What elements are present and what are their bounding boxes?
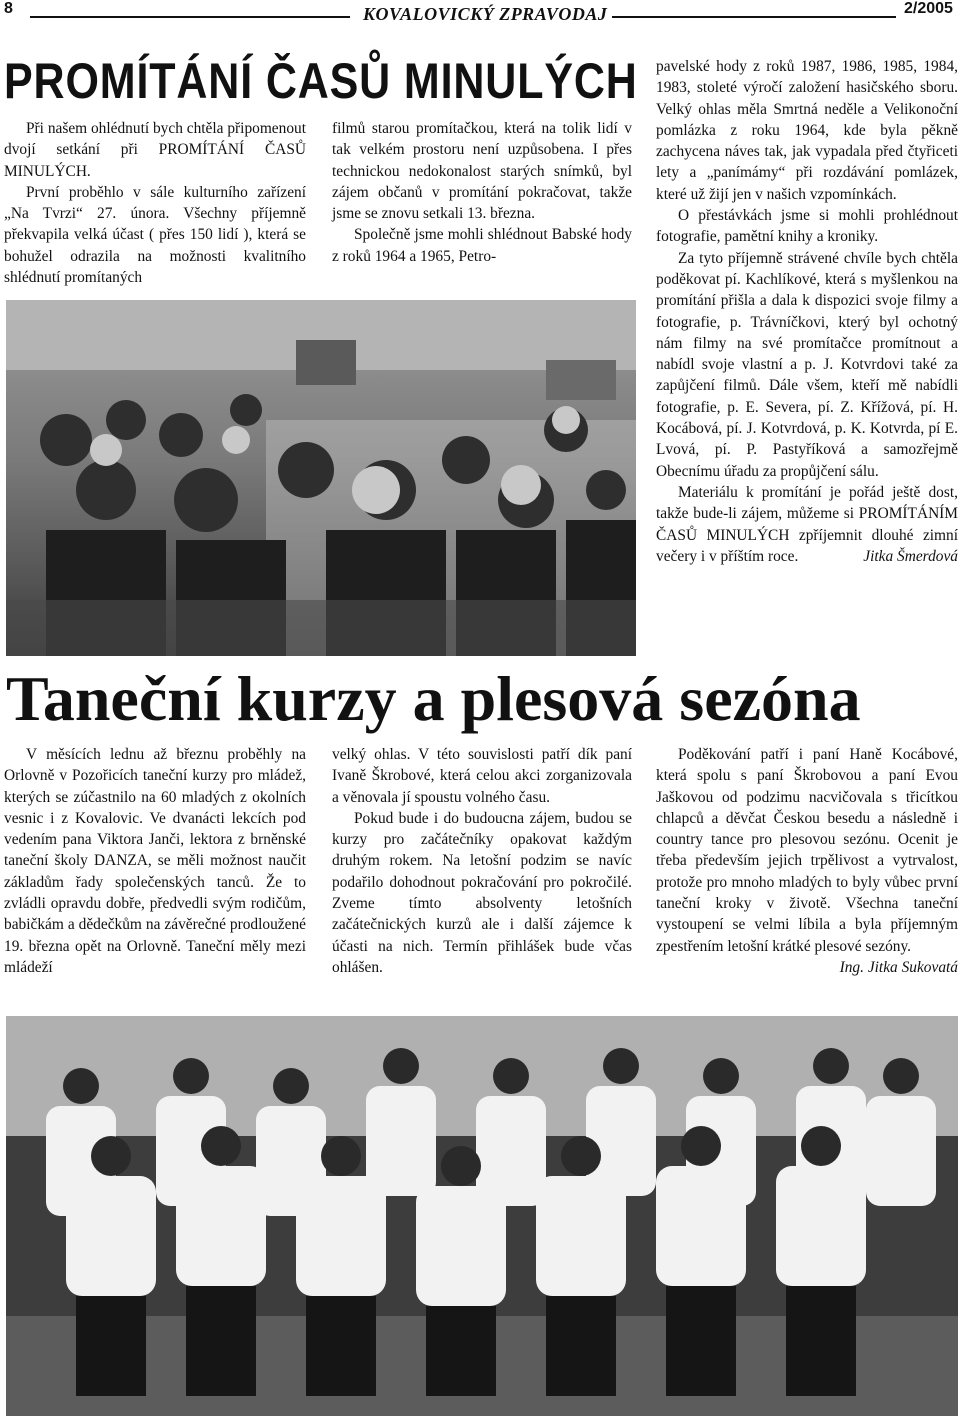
article2-column-2 — [332, 744, 632, 978]
paragraph — [656, 744, 958, 976]
article2-column-1 — [4, 744, 306, 978]
header-rule-right — [612, 16, 896, 18]
paragraph: V měsících lednu až březnu proběhly na Orlovně v Pozořicích taneční kurzy pro mládež, kterých se zúčastnilo na 60 mladých z okolních vesnic i z Kovalovic. Ve dvanácti lekcích pod vedením pana Viktora Janči, lektora z brněnské taneční školy DANZA, se měli možnost naučit základům řady společenských tanců. Že to zvládli opravdu dobře, předvedli svým rodičům, babičkám a dědečkům na závěrečné prodloužené 19. března opět na Orlovně. Taneční měly mezi mládeží — [4, 746, 306, 976]
paragraph — [656, 482, 958, 567]
paragraph: O přestávkách jsme si mohli prohlédnout fotografie, pamětní knihy a kroniky. — [656, 207, 958, 246]
article2-title: Taneční kurzy a plesová sezóna — [6, 663, 861, 734]
article2-column-3 — [656, 744, 958, 978]
article1-column-2 — [332, 118, 632, 267]
issue-number: 2/2005 — [904, 0, 953, 17]
header-rule-left — [30, 16, 350, 18]
paragraph: Za tyto příjemně strávené chvíle bych chtěla poděkovat pí. Kachlíkové, která s myšlenkou na promítání přišla a dala k dispozici svoje filmy a fotografie, p. Trávníčkovi, který byl ochotný nám filmy na své promítačce promítnout a nabídl svoje vlastní a p. J. Kotvrdovi také za zapůjčení filmů. Dále všem, kteří mě nabídli fotografie, p. E. Severa, pí. Z. Křížová, pí. H. Kocábová, pí. J. Kotvrdová, p. K. Kotvrda, pí E. Lvová, pí. P. Pastyříková a samozřejmě Obecnímu úřadu za propůjčení sálu. — [656, 249, 958, 480]
audience-photo-graphic — [6, 300, 636, 656]
page-number: 8 — [4, 0, 13, 17]
paragraph: První proběhlo v sále kulturního zařízení „Na Tvrzi“ 27. února. Všechny příjemně překvapila velká účast ( přes 150 lidí ), která se bohužel odrazila na možnosti kvalitního shlédnutí promítaných — [4, 183, 306, 287]
author-signature: Ing. Jitka Sukovatá — [839, 958, 958, 976]
paragraph-text: Materiálu k promítání je pořád ještě dost, takže bude-li zájem, můžeme si PROMÍTÁNÍM ČASŮ MINULÝCH zpříjemnit dlouhé zimní večery i v příštím roce. — [656, 483, 958, 565]
paragraph: pavelské hody z roků 1987, 1986, 1985, 1984, 1983, stoleté výročí založení hasičského sboru. Velký ohlas měla Smrtná neděle a Velikonoční pomlázka z roku 1964, kde byla pěkně zachycena náves tak, jak vypadala před čtyřiceti lety a „panímámy“ při rozdávání pomlázek, které už žijí jen v našich vzpomínkách. — [656, 58, 958, 203]
dance-group-photo-graphic — [6, 1016, 958, 1416]
paragraph: velký ohlas. V této souvislosti patří dík paní Ivaně Škrobové, která celou akci zorganizovala a věnovala jí spoustu volného času. — [332, 746, 632, 806]
author-signature: Jitka Šmerdová — [863, 547, 958, 565]
paragraph: filmů starou promítačkou, která na tolik lidí v tak velkém prostoru není uzpůsobena. I přes technickou nedokonalost starých snímků, byl zájem občanů v promítání pokračovat, takže jsme se znovu setkali 13. března. — [332, 120, 632, 223]
article1-column-3 — [656, 56, 958, 567]
paragraph-text: Poděkování patří i paní Haně Kocábové, která spolu s paní Škrobovou a paní Evou Jaškovou od podzimu nacvičovala s třicítkou chlapců a děvčat Českou besedu a následně i country tance pro plesovou sezónu. Ocenit je třeba především jejich trpělivost a vytrvalost, protože pro mnoho mladých to byly vůbec první taneční kroky v životě. Všechna taneční vystoupení se velmi líbila a byla příjemným zpestřením letošní krátké plesové sezóny. — [656, 746, 958, 955]
article1-title: PROMÍTÁNÍ ČASŮ MINULÝCH — [4, 53, 638, 109]
masthead: KOVALOVICKÝ ZPRAVODAJ — [363, 4, 608, 24]
dance-group-photo — [6, 1016, 958, 1416]
audience-photo — [6, 300, 636, 656]
article1-column-1 — [4, 118, 306, 288]
paragraph: Společně jsme mohli shlédnout Babské hody z roků 1964 a 1965, Petro- — [332, 226, 632, 265]
paragraph: Při našem ohlédnutí bych chtěla připomenout dvojí setkání při PROMÍTÁNÍ ČASŮ MINULÝCH. — [4, 120, 306, 180]
paragraph: Pokud bude i do budoucna zájem, budou se kurzy pro začátečníky opakovat každým druhým rokem. Na letošní podzim se navíc podařilo dohodnout pokračování pro pokročilé. Zveme tímto absolventy letošních začátečnických kurzů ale i další zájemce k účasti na nich. Termín přihlášek bude včas ohlášen. — [332, 809, 632, 976]
